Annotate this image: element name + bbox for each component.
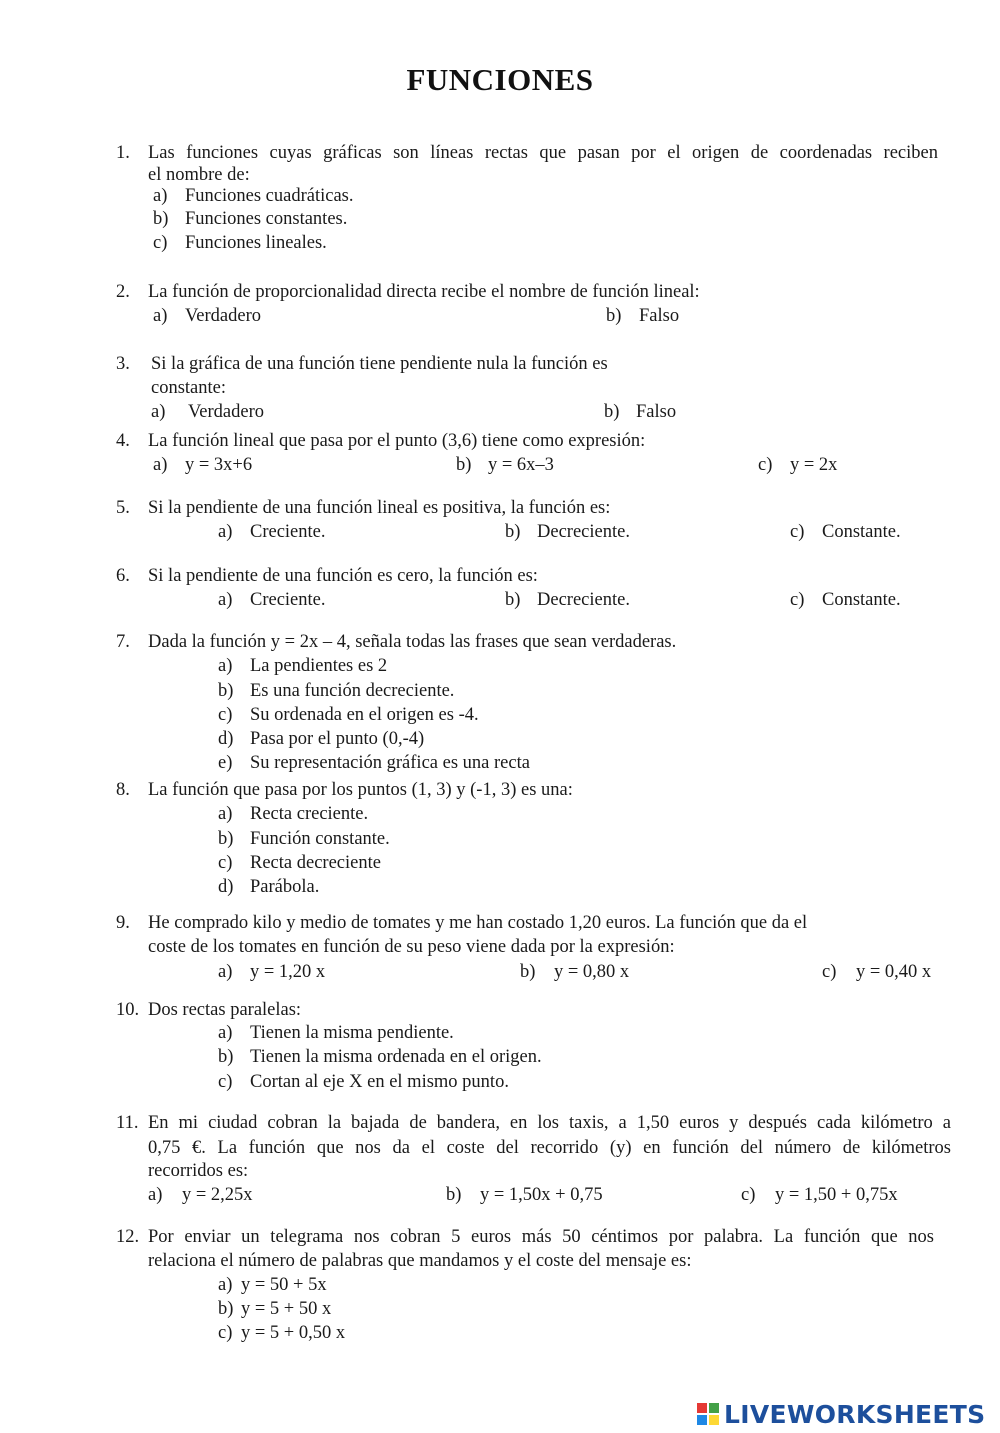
liveworksheets-logo-icon — [697, 1403, 719, 1425]
option-text[interactable]: Constante. — [822, 522, 901, 542]
option-letter: b) — [218, 829, 234, 849]
question-text: En mi ciudad cobran la bajada de bandera, en los taxis, a 1,50 euros y después cada kilómetro a — [148, 1113, 951, 1133]
option-text[interactable]: y = 5 + 0,50 x — [241, 1323, 346, 1343]
option-text[interactable]: Tienen la misma pendiente. — [250, 1023, 454, 1043]
option-letter: c) — [741, 1185, 756, 1205]
option-letter: a) — [218, 590, 233, 610]
option-letter: b) — [153, 209, 169, 229]
option-text[interactable]: Verdadero — [188, 402, 265, 422]
question-text: La función de proporcionalidad directa recibe el nombre de función lineal: — [148, 282, 700, 302]
option-text[interactable]: Su representación gráfica es una recta — [250, 753, 530, 773]
option-text[interactable]: Decreciente. — [537, 590, 630, 610]
question-number: 5. — [116, 498, 130, 518]
option-letter: a) — [218, 522, 233, 542]
option-text[interactable]: Pasa por el punto (0,-4) — [250, 729, 425, 749]
option-text[interactable]: Tienen la misma ordenada en el origen. — [250, 1047, 542, 1067]
option-letter: a) — [148, 1185, 163, 1205]
option-letter: a) — [153, 455, 168, 475]
option-text[interactable]: y = 1,50x + 0,75 — [480, 1185, 603, 1205]
option-text[interactable]: Verdadero — [185, 306, 262, 326]
question-text: Dada la función y = 2x – 4, señala todas las frases que sean verdaderas. — [148, 632, 677, 652]
option-text[interactable]: Recta decreciente — [250, 853, 381, 873]
question-text: Dos rectas paralelas: — [148, 1000, 302, 1020]
option-text[interactable]: y = 2x — [790, 455, 838, 475]
question-text: recorridos es: — [148, 1161, 249, 1181]
option-text[interactable]: y = 1,50 + 0,75x — [775, 1185, 898, 1205]
option-text[interactable]: La pendientes es 2 — [250, 656, 388, 676]
option-letter: a) — [218, 1275, 233, 1295]
option-letter: c) — [790, 522, 805, 542]
option-text[interactable]: y = 6x–3 — [488, 455, 554, 475]
option-letter: a) — [151, 402, 166, 422]
option-letter: c) — [790, 590, 805, 610]
question-number: 4. — [116, 431, 130, 451]
option-text[interactable]: Funciones constantes. — [185, 209, 348, 229]
option-letter: d) — [218, 729, 234, 749]
question-number: 10. — [116, 1000, 140, 1020]
option-letter: c) — [822, 962, 837, 982]
option-text[interactable]: y = 3x+6 — [185, 455, 253, 475]
logo-square — [697, 1415, 707, 1425]
question-text: He comprado kilo y medio de tomates y me han costado 1,20 euros. La función que da el — [148, 913, 808, 933]
option-text[interactable]: Falso — [636, 402, 677, 422]
option-text[interactable]: y = 0,40 x — [856, 962, 932, 982]
option-letter: a) — [218, 804, 233, 824]
question-text: La función lineal que pasa por el punto (3,6) tiene como expresión: — [148, 431, 646, 451]
option-text[interactable]: Es una función decreciente. — [250, 681, 455, 701]
option-text[interactable]: Creciente. — [250, 522, 326, 542]
option-letter: a) — [218, 656, 233, 676]
option-letter: a) — [218, 962, 233, 982]
logo-square — [709, 1415, 719, 1425]
question-number: 1. — [116, 143, 130, 163]
question-text: coste de los tomates en función de su peso viene dada por la expresión: — [148, 937, 675, 957]
question-text: Las funciones cuyas gráficas son líneas rectas que pasan por el origen de coordenadas reciben — [148, 143, 938, 163]
question-number: 2. — [116, 282, 130, 302]
option-letter: b) — [604, 402, 620, 422]
question-text: Si la pendiente de una función lineal es positiva, la función es: — [148, 498, 611, 518]
option-letter: c) — [218, 705, 233, 725]
option-text[interactable]: Su ordenada en el origen es -4. — [250, 705, 479, 725]
option-letter: b) — [218, 1047, 234, 1067]
question-text: Si la pendiente de una función es cero, la función es: — [148, 566, 538, 586]
question-text: Por enviar un telegrama nos cobran 5 euros más 50 céntimos por palabra. La función que nos — [148, 1227, 934, 1247]
option-letter: a) — [153, 186, 168, 206]
option-text[interactable]: Falso — [639, 306, 680, 326]
option-letter: b) — [505, 590, 521, 610]
option-letter: c) — [218, 1072, 233, 1092]
question-text: 0,75 €. La función que nos da el coste del recorrido (y) en función del número de kilómetros — [148, 1138, 951, 1158]
question-number: 8. — [116, 780, 130, 800]
logo-square — [697, 1403, 707, 1413]
option-text[interactable]: y = 2,25x — [182, 1185, 253, 1205]
option-letter: c) — [218, 853, 233, 873]
option-letter: c) — [218, 1323, 233, 1343]
logo-square — [709, 1403, 719, 1413]
question-text: La función que pasa por los puntos (1, 3) y (-1, 3) es una: — [148, 780, 573, 800]
question-text: relaciona el número de palabras que mandamos y el coste del mensaje es: — [148, 1251, 692, 1271]
option-text[interactable]: y = 0,80 x — [554, 962, 630, 982]
question-number: 12. — [116, 1227, 140, 1247]
question-number: 7. — [116, 632, 130, 652]
option-text[interactable]: Decreciente. — [537, 522, 630, 542]
option-letter: c) — [153, 233, 168, 253]
option-letter: b) — [446, 1185, 462, 1205]
logo-text: LIVEWORKSHEETS — [724, 1399, 986, 1429]
option-text[interactable]: Constante. — [822, 590, 901, 610]
question-number: 3. — [116, 354, 130, 374]
option-letter: b) — [218, 1299, 234, 1319]
option-letter: a) — [218, 1023, 233, 1043]
option-text[interactable]: Parábola. — [250, 877, 320, 897]
page-title: FUNCIONES — [406, 62, 594, 97]
liveworksheets-logo[interactable] — [697, 1399, 985, 1429]
option-letter: b) — [505, 522, 521, 542]
question-text: Si la gráfica de una función tiene pendiente nula la función es — [151, 354, 608, 374]
question-text: el nombre de: — [148, 165, 250, 185]
option-text[interactable]: Funciones cuadráticas. — [185, 186, 354, 206]
option-letter: b) — [218, 681, 234, 701]
question-number: 9. — [116, 913, 130, 933]
question-number: 11. — [116, 1113, 139, 1133]
option-text[interactable]: Creciente. — [250, 590, 326, 610]
option-letter: e) — [218, 753, 233, 773]
option-text[interactable]: Funciones lineales. — [185, 233, 327, 253]
option-letter: c) — [758, 455, 773, 475]
option-text[interactable]: Función constante. — [250, 829, 390, 849]
option-text[interactable]: Cortan al eje X en el mismo punto. — [250, 1072, 509, 1092]
option-letter: a) — [153, 306, 168, 326]
option-letter: b) — [456, 455, 472, 475]
option-letter: b) — [606, 306, 622, 326]
option-text[interactable]: y = 1,20 x — [250, 962, 326, 982]
option-text[interactable]: y = 50 + 5x — [241, 1275, 327, 1295]
option-letter: b) — [520, 962, 536, 982]
question-number: 6. — [116, 566, 130, 586]
question-text: constante: — [151, 378, 227, 398]
option-text[interactable]: y = 5 + 50 x — [241, 1299, 332, 1319]
option-text[interactable]: Recta creciente. — [250, 804, 369, 824]
option-letter: d) — [218, 877, 234, 897]
